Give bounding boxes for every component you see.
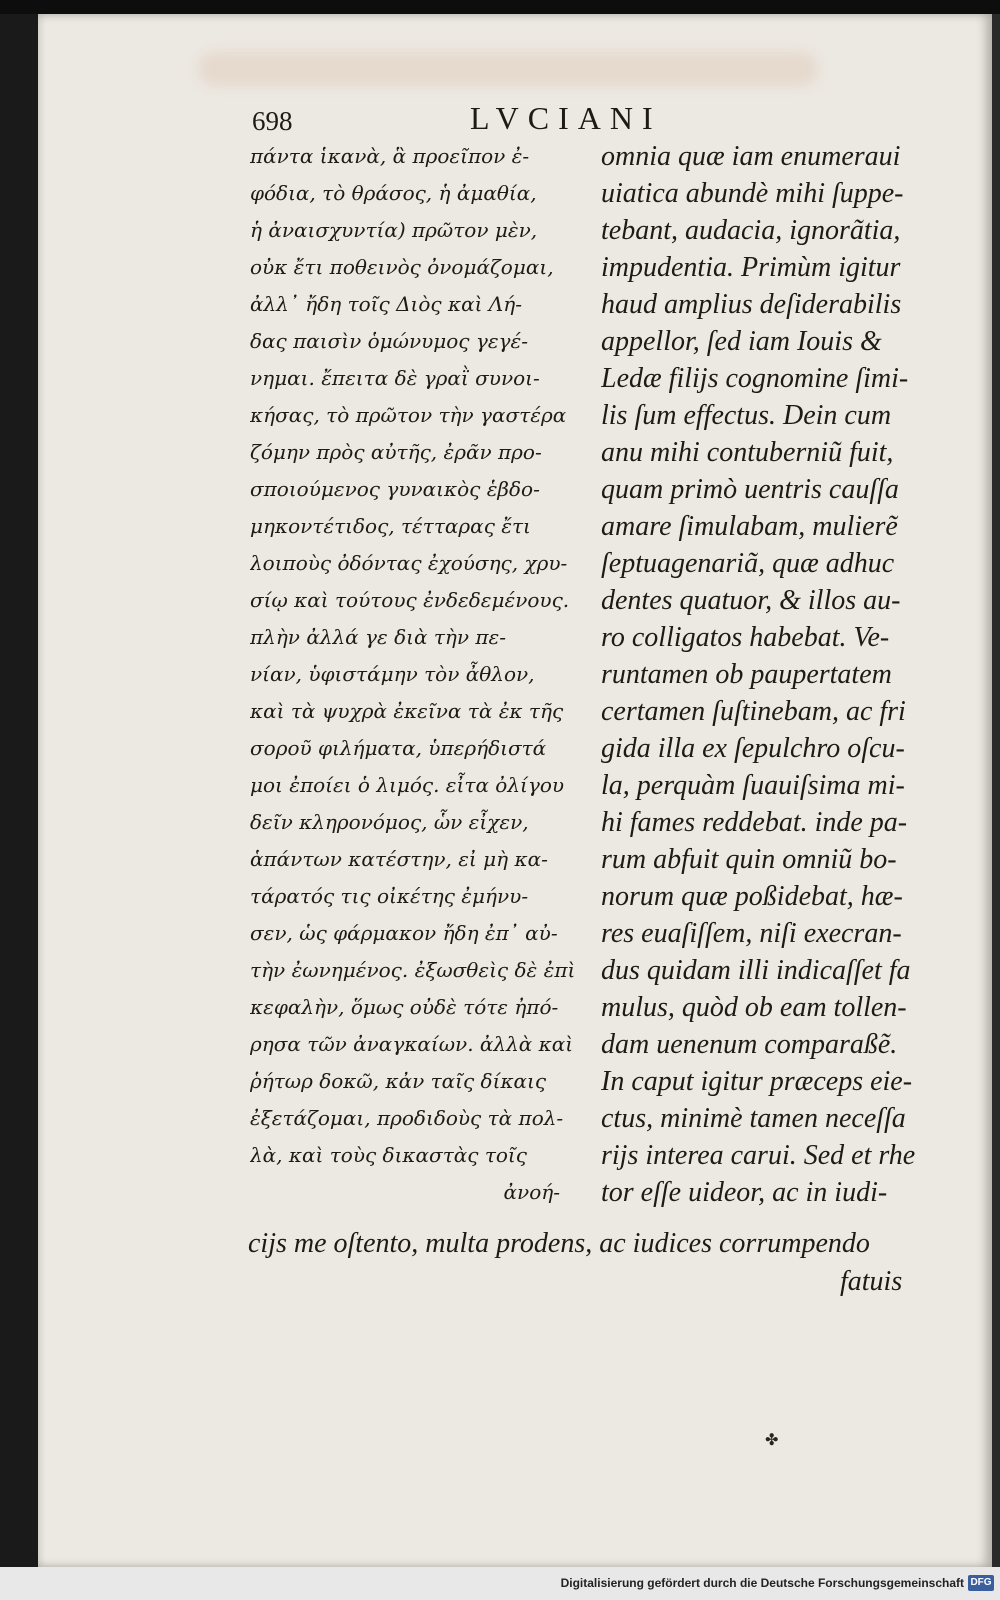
greek-line: κήσας, τὸ πρῶτον τὴν γαστέρα bbox=[250, 403, 567, 427]
latin-line: certamen ſuſtinebam, ac fri bbox=[601, 696, 906, 727]
page-number: 698 bbox=[252, 106, 293, 136]
greek-line: νίαν, ὑφιστάμην τὸν ἆθλον, bbox=[250, 662, 535, 686]
greek-column bbox=[250, 138, 582, 1211]
greek-line: καὶ τὰ ψυχρὰ ἐκεῖνα τὰ ἐκ τῆς bbox=[250, 699, 564, 723]
latin-line: dam uenenum comparaßẽ. bbox=[601, 1029, 898, 1060]
greek-line: φόδια, τὸ θράσος, ἡ ἀμαθία, bbox=[250, 181, 537, 205]
latin-line: rijs interea carui. Sed et rhe bbox=[601, 1140, 916, 1171]
greek-line: ρησα τῶν ἀναγκαίων. ἀλλὰ καὶ bbox=[250, 1032, 574, 1056]
digitization-footer bbox=[0, 1567, 1000, 1600]
latin-line: mulus, quòd ob eam tollen- bbox=[601, 992, 907, 1023]
greek-line: τὴν ἐωνημένος. ἐξωσθεὶς δὲ ἐπὶ bbox=[250, 958, 576, 982]
greek-line: ζόμην πρὸς αὐτῆς, ἐρᾶν προ- bbox=[250, 440, 542, 464]
greek-line: τάρατός τις οἰκέτης ἐμήνυ- bbox=[250, 884, 529, 908]
latin-line: norum quæ poßidebat, hæ- bbox=[601, 881, 903, 912]
latin-line: la, perquàm ſuauiſsima mi- bbox=[601, 770, 905, 801]
greek-line: σεν, ὡς φάρμακον ἤδη ἐπ᾽ αὐ- bbox=[250, 921, 558, 945]
greek-line: ἐξετάζομαι, προδιδοὺς τὰ πολ- bbox=[250, 1106, 564, 1130]
catchword: fatuis bbox=[840, 1266, 903, 1297]
greek-line: μηκοντέτιδος, τέτταρας ἔτι bbox=[250, 514, 531, 538]
greek-line: σοροῦ φιλήματα, ὑπερήδιστά bbox=[250, 736, 547, 760]
greek-line: ἡ ἀναισχυντία) πρῶτον μὲν, bbox=[250, 218, 538, 242]
greek-line: ῥήτωρ δοκῶ, κἀν ταῖς δίκαις bbox=[250, 1069, 547, 1093]
greek-line: μοι ἐποίει ὁ λιμός. εἶτα ὀλίγου bbox=[250, 773, 565, 797]
greek-line: ἁπάντων κατέστην, εἰ μὴ κα- bbox=[250, 847, 548, 871]
page-header bbox=[252, 100, 732, 140]
greek-line: πάντα ἱκανὰ, ἃ προεῖπον ἐ- bbox=[250, 144, 530, 168]
latin-line: hi fames reddebat. inde pa- bbox=[601, 807, 908, 838]
latin-line: ſeptuagenariã, quæ adhuc bbox=[601, 548, 895, 579]
latin-line: ro colligatos habebat. Ve- bbox=[601, 622, 890, 653]
greek-line: σποιούμενος γυναικὸς ἑβδο- bbox=[250, 477, 540, 501]
latin-line: tor eſſe uideor, ac in iudi- bbox=[601, 1177, 888, 1208]
footer-credit: Digitalisierung gefördert durch die Deutsche Forschungsgemeinschaft bbox=[560, 1576, 964, 1590]
latin-line: res euaſiſſem, niſi execran- bbox=[601, 918, 902, 949]
latin-line: ctus, minimè tamen neceſſa bbox=[601, 1103, 906, 1134]
latin-line: gida illa ex ſepulchro oſcu- bbox=[601, 733, 905, 764]
scan-border-top bbox=[0, 0, 1000, 14]
greek-line: ἀλλ᾽ ἤδη τοῖς Διὸς καὶ Λή- bbox=[250, 292, 522, 316]
latin-line: tebant, audacia, ignorãtia, bbox=[601, 215, 901, 246]
latin-line: quam primò uentris cauſſa bbox=[601, 474, 899, 505]
latin-line: amare ſimulabam, mulierẽ bbox=[601, 511, 898, 542]
greek-line: κεφαλὴν, ὅμως οὐδὲ τότε ἠπό- bbox=[250, 995, 559, 1019]
greek-line: δεῖν κληρονόμος, ὧν εἶχεν, bbox=[250, 810, 529, 834]
running-head: LVCIANI bbox=[470, 100, 662, 136]
latin-line: lis ſum effectus. Dein cum bbox=[601, 400, 892, 431]
latin-line: appellor, ſed iam Iouis & bbox=[601, 326, 882, 357]
latin-line: runtamen ob paupertatem bbox=[601, 659, 892, 690]
latin-line: anu mihi contuberniũ fuit, bbox=[601, 437, 894, 468]
page-stain bbox=[198, 52, 818, 86]
ornament-icon: ✤ bbox=[765, 1430, 779, 1449]
greek-line: πλὴν ἀλλά γε διὰ τὴν πε- bbox=[250, 625, 507, 649]
continuation-line: cijs me oſtento, multa prodens, ac iudices corrumpendo bbox=[248, 1228, 870, 1259]
greek-line: νημαι. ἔπειτα δὲ γραῒ συνοι- bbox=[250, 366, 540, 390]
greek-line: λὰ, καὶ τοὺς δικαστὰς τοῖς bbox=[250, 1143, 527, 1167]
latin-line: In caput igitur præceps eie- bbox=[601, 1066, 913, 1097]
greek-line: δας παισὶν ὁμώνυμος γεγέ- bbox=[250, 329, 528, 353]
latin-column bbox=[601, 138, 921, 1211]
latin-line: Ledæ filijs cognomine ſimi- bbox=[601, 363, 909, 394]
latin-line: dentes quatuor, & illos au- bbox=[601, 585, 901, 616]
greek-line: οὐκ ἔτι ποθεινὸς ὀνομάζομαι, bbox=[250, 255, 554, 279]
page-edge bbox=[992, 14, 1000, 1567]
greek-line: ἀνοή- bbox=[503, 1180, 560, 1204]
latin-line: omnia quæ iam enumeraui bbox=[601, 141, 901, 172]
greek-line: λοιποὺς ὀδόντας ἐχούσης, χρυ- bbox=[250, 551, 568, 575]
latin-line: rum abfuit quin omniũ bo- bbox=[601, 844, 897, 875]
greek-line: σίῳ καὶ τούτους ἐνδεδεμένους. bbox=[250, 588, 570, 612]
latin-line: dus quidam illi indicaſſet fa bbox=[601, 955, 911, 986]
dfg-logo-icon: DFG bbox=[968, 1575, 994, 1591]
latin-line: uiatica abundè mihi ſuppe- bbox=[601, 178, 904, 209]
latin-line: impudentia. Primùm igitur bbox=[601, 252, 901, 283]
latin-line: haud amplius deſiderabilis bbox=[601, 289, 902, 320]
